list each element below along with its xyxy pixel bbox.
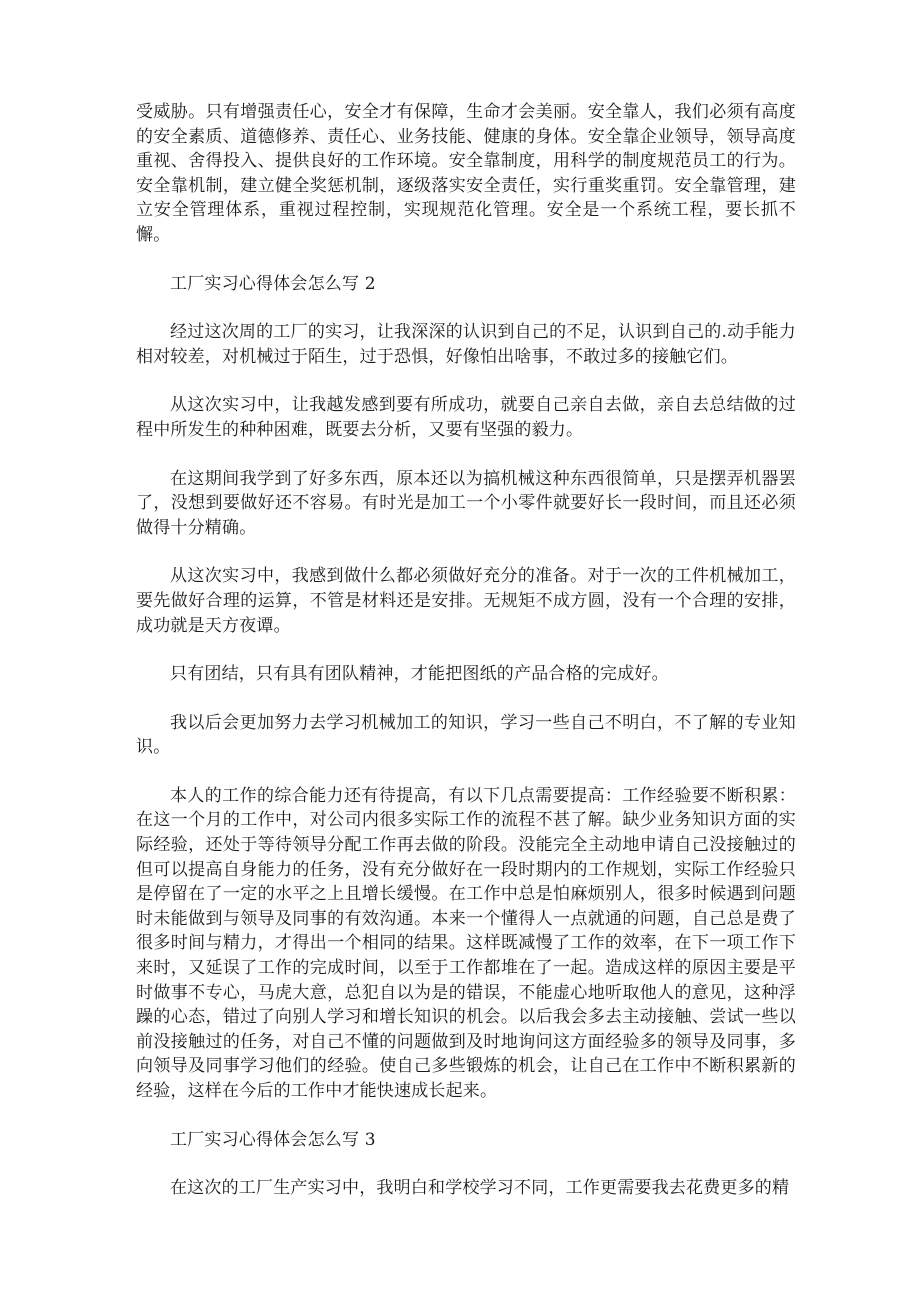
paragraph: 本人的工作的综合能力还有待提高，有以下几点需要提高：工作经验要不断积累：在这一个月的工作中，对公司内很多实际工作的流程不甚了解。缺少业务知识方面的实际经验，还处于等待领导分配工作再去做的阶段。没能完全主动地申请自己没接触过的但可以提高自身能力的任务，没有充分做好在一段时期内的工作规划，实际工作经验只是停留在了一定的水平之上且增长缓慢。在工作中总是怕麻烦别人，很多时候遇到问题时未能做到与领导及同事的有效沟通。本来一个懂得人一点就通的问题，自己总是费了很多时间与精力，才得出一个相同的结果。这样既减慢了工作的效率，在下一项工作下来时，又延误了工作的完成时间，以至于工作都堆在了一起。造成这样的原因主要是平时做事不专心，马虎大意，总犯自以为是的错误，不能虚心地听取他人的意见，这种浮躁的心态，错过了向别人学习和增长知识的机会。以后我会多去主动接触、尝试一些以前没接触过的任务，对自己不懂的问题做到及时地询问这方面经验多的领导及同事，多向领导及同事学习他们的经验。使自己多些锻炼的机会，让自己在工作中不断积累新的经验，这样在今后的工作中才能快速成长起来。 — [136, 785, 796, 1101]
paragraph: 在这期间我学到了好多东西，原本还以为搞机械这种东西很简单，只是摆弄机器罢了，没想到要做好还不容易。有时光是加工一个小零件就要好长一段时间，而且还必须做得十分精确。 — [136, 468, 796, 538]
paragraph: 经过这次周的工厂的实习，让我深深的认识到自己的不足，认识到自己的.动手能力相对较差，对机械过于陌生，过于恐惧，好像怕出啥事，不敢过多的接触它们。 — [136, 322, 796, 367]
paragraph: 只有团结，只有具有团队精神，才能把图纸的产品合格的完成好。 — [170, 664, 669, 685]
section-heading-3: 工厂实习心得体会怎么写 3 — [170, 1129, 376, 1150]
section-heading-2: 工厂实习心得体会怎么写 2 — [170, 273, 376, 294]
paragraph: 从这次实习中，让我越发感到要有所成功，就要自己亲自去做，亲自去总结做的过程中所发生的种种困难，既要去分析，又要有坚强的毅力。 — [136, 395, 796, 440]
paragraph: 在这次的工厂生产实习中，我明白和学校学习不同，工作更需要我去花费更多的精 — [170, 1178, 790, 1199]
paragraph: 我以后会更加努力去学习机械加工的知识，学习一些自己不明白，不了解的专业知识。 — [136, 712, 796, 758]
document-page — [136, 100, 796, 1225]
paragraph: 从这次实习中，我感到做什么都必须做好充分的准备。对于一次的工件机械加工，要先做好合理的运算，不管是材料还是安排。无规矩不成方圆，没有一个合理的安排，成功就是天方夜谭。 — [136, 566, 796, 636]
paragraph-safety-continued: 受威胁。只有增强责任心，安全才有保障，生命才会美丽。安全靠人，我们必须有高度的安全素质、道德修养、责任心、业务技能、健康的身体。安全靠企业领导，领导高度重视、舍得投入、提供良好的工作环境。安全靠制度，用科学的制度规范员工的行为。安全靠机制，建立健全奖惩机制，逐级落实安全责任，实行重奖重罚。安全靠管理，建立安全管理体系，重视过程控制，实现规范化管理。安全是一个系统工程，要长抓不懈。 — [136, 102, 796, 245]
